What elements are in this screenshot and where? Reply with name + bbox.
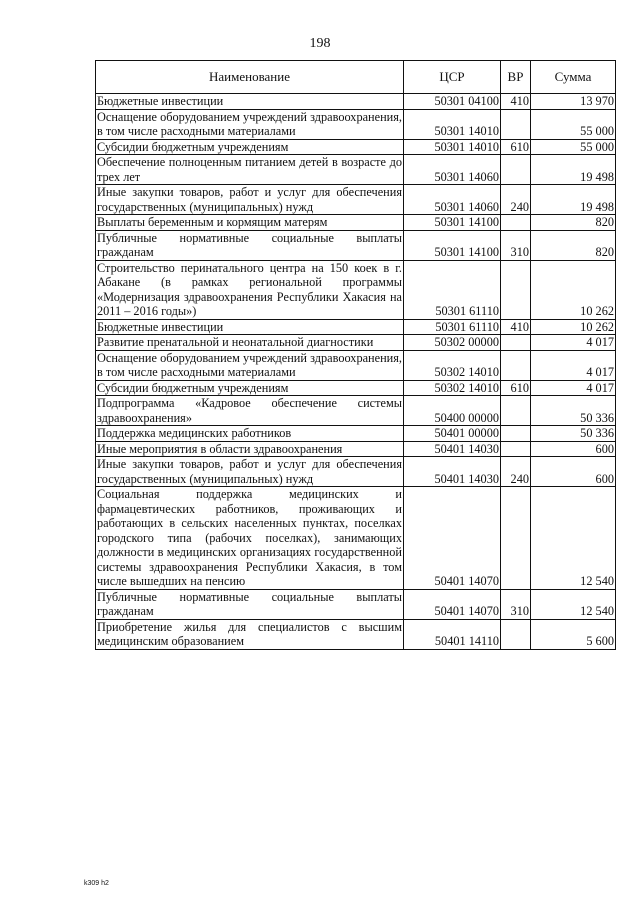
cell-vr xyxy=(501,260,531,319)
cell-name: Приобретение жилья для специалистов с высшим медицинским образованием xyxy=(97,619,402,648)
cell-csr: 50301 14060 xyxy=(404,155,501,185)
cell-vr xyxy=(501,619,531,649)
table-row xyxy=(96,589,616,619)
cell-vr: 610 xyxy=(501,139,531,155)
cell-name: Иные мероприятия в области здравоохранения xyxy=(96,441,404,457)
table-row xyxy=(96,441,616,457)
cell-sum: 19 498 xyxy=(531,155,616,185)
column-header-csr: ЦСР xyxy=(404,61,501,94)
cell-csr: 50301 14100 xyxy=(404,230,501,260)
cell-name: Социальная поддержка медицинских и фармацевтических работников, проживающих и работающих в сельских населенных пунктах, поселках городского типа (рабочих поселках), занимающих должности в медицинских организациях государственной системы здравоохранения Республики Хакасия, в том числе вышедших на пенсию xyxy=(97,487,402,588)
table-row xyxy=(96,457,616,487)
column-header-vr: ВР xyxy=(501,61,531,94)
cell-csr: 50401 14030 xyxy=(404,441,501,457)
cell-sum: 12 540 xyxy=(531,487,616,590)
cell-sum: 19 498 xyxy=(531,185,616,215)
cell-vr xyxy=(501,215,531,231)
cell-csr: 50401 14070 xyxy=(404,589,501,619)
cell-sum: 4 017 xyxy=(531,350,616,380)
cell-vr: 240 xyxy=(501,457,531,487)
cell-sum: 10 262 xyxy=(531,319,616,335)
table-row xyxy=(96,215,616,231)
table-row xyxy=(96,109,616,139)
table-row xyxy=(96,396,616,426)
cell-name: Бюджетные инвестиции xyxy=(96,94,404,110)
cell-sum: 55 000 xyxy=(531,109,616,139)
table-row xyxy=(96,487,616,590)
cell-name: Публичные нормативные социальные выплаты гражданам xyxy=(97,589,402,618)
table-row xyxy=(96,335,616,351)
cell-csr: 50302 14010 xyxy=(404,380,501,396)
cell-name: Бюджетные инвестиции xyxy=(96,319,404,335)
page-number: 198 xyxy=(309,36,331,51)
cell-name: Иные закупки товаров, работ и услуг для обеспечения государственных (муниципальных) нужд xyxy=(97,185,402,214)
table-row xyxy=(96,426,616,442)
cell-csr: 50301 61110 xyxy=(404,319,501,335)
cell-vr xyxy=(501,426,531,442)
cell-sum: 4 017 xyxy=(531,380,616,396)
cell-vr xyxy=(501,155,531,185)
table-row xyxy=(96,155,616,185)
cell-sum: 13 970 xyxy=(531,94,616,110)
table-row xyxy=(96,94,616,110)
cell-csr: 50401 14070 xyxy=(404,487,501,590)
table-row xyxy=(96,619,616,649)
table-row xyxy=(96,230,616,260)
cell-vr xyxy=(501,441,531,457)
cell-csr: 50301 14010 xyxy=(404,109,501,139)
cell-vr xyxy=(501,350,531,380)
cell-vr xyxy=(501,335,531,351)
table-row xyxy=(96,185,616,215)
cell-sum: 5 600 xyxy=(531,619,616,649)
cell-csr: 50401 14110 xyxy=(404,619,501,649)
cell-name: Публичные нормативные социальные выплаты гражданам xyxy=(97,230,402,259)
cell-vr: 410 xyxy=(501,319,531,335)
table-row xyxy=(96,350,616,380)
cell-csr: 50400 00000 xyxy=(404,396,501,426)
cell-name: Обеспечение полноценным питанием детей в возрасте до трех лет xyxy=(97,155,402,184)
cell-csr: 50301 14060 xyxy=(404,185,501,215)
cell-name: Поддержка медицинских работников xyxy=(96,426,404,442)
cell-sum: 10 262 xyxy=(531,260,616,319)
table-row xyxy=(96,380,616,396)
cell-sum: 50 336 xyxy=(531,396,616,426)
table-header-row xyxy=(96,61,616,94)
cell-name: Оснащение оборудованием учреждений здравоохранения, в том числе расходными материалами xyxy=(97,350,402,379)
footer-code: k309 h2 xyxy=(84,880,109,887)
table-row xyxy=(96,319,616,335)
cell-vr xyxy=(501,109,531,139)
column-header-sum: Сумма xyxy=(531,61,616,94)
cell-vr xyxy=(501,487,531,590)
cell-vr: 310 xyxy=(501,230,531,260)
cell-sum: 820 xyxy=(531,230,616,260)
cell-sum: 12 540 xyxy=(531,589,616,619)
cell-sum: 4 017 xyxy=(531,335,616,351)
cell-vr: 610 xyxy=(501,380,531,396)
cell-name: Подпрограмма «Кадровое обеспечение системы здравоохранения» xyxy=(97,396,402,425)
cell-sum: 820 xyxy=(531,215,616,231)
cell-sum: 600 xyxy=(531,441,616,457)
cell-csr: 50301 14010 xyxy=(404,139,501,155)
cell-vr: 310 xyxy=(501,589,531,619)
cell-name: Строительство перинатального центра на 150 коек в г. Абакане (в рамках региональной программы «Модернизация здравоохранения Республики Хакасия на 2011 – 2016 годы») xyxy=(97,260,402,318)
budget-table xyxy=(95,60,616,650)
cell-name: Иные закупки товаров, работ и услуг для обеспечения государственных (муниципальных) нужд xyxy=(97,457,402,486)
cell-csr: 50302 00000 xyxy=(404,335,501,351)
cell-csr: 50301 14100 xyxy=(404,215,501,231)
cell-csr: 50301 04100 xyxy=(404,94,501,110)
cell-csr: 50401 14030 xyxy=(404,457,501,487)
cell-sum: 50 336 xyxy=(531,426,616,442)
cell-name: Развитие пренатальной и неонатальной диагностики xyxy=(96,335,404,351)
cell-vr: 240 xyxy=(501,185,531,215)
table-row xyxy=(96,260,616,319)
cell-name: Субсидии бюджетным учреждениям xyxy=(96,380,404,396)
table-row xyxy=(96,139,616,155)
cell-vr: 410 xyxy=(501,94,531,110)
column-header-name: Наименование xyxy=(96,61,404,94)
cell-csr: 50302 14010 xyxy=(404,350,501,380)
cell-vr xyxy=(501,396,531,426)
cell-csr: 50401 00000 xyxy=(404,426,501,442)
cell-name: Выплаты беременным и кормящим матерям xyxy=(96,215,404,231)
cell-name: Оснащение оборудованием учреждений здравоохранения, в том числе расходными материалами xyxy=(97,109,402,138)
cell-name: Субсидии бюджетным учреждениям xyxy=(96,139,404,155)
cell-sum: 55 000 xyxy=(531,139,616,155)
cell-csr: 50301 61110 xyxy=(404,260,501,319)
cell-sum: 600 xyxy=(531,457,616,487)
